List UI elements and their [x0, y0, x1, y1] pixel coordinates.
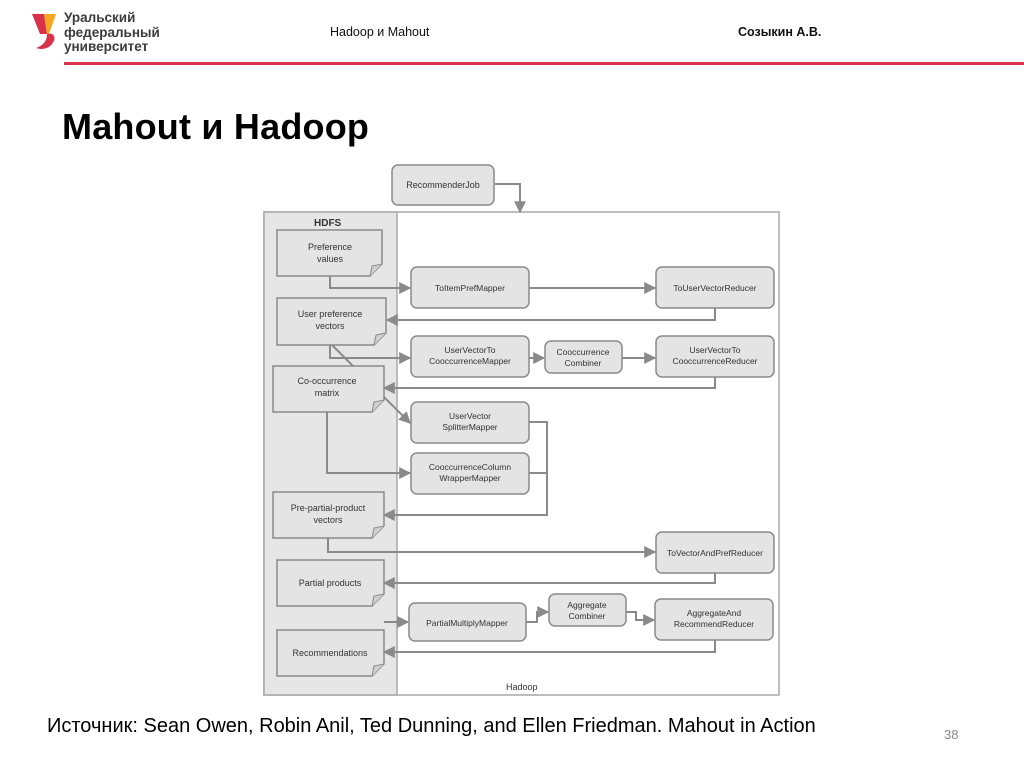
preference-values-line-2: values	[316, 254, 344, 264]
recommender-job-label: RecommenderJob	[406, 180, 480, 190]
aggregate-combiner-box	[549, 594, 626, 626]
to-item-pref-mapper-box	[411, 267, 529, 308]
user-vector-to-cooccurrence-reducer-line-2: CooccurrenceReducer	[672, 356, 758, 366]
user-vector-splitter-mapper-line-1: UserVector	[448, 411, 492, 421]
header-author: Созыкин А.В.	[738, 25, 822, 39]
user-vector-to-cooccurrence-mapper-line-1: UserVectorTo	[444, 345, 496, 355]
aggregate-combiner-line-1: Aggregate	[567, 600, 607, 610]
preference-values-line-1: Preference	[307, 242, 353, 252]
partial-products-label: Partial products	[298, 578, 362, 588]
to-vector-and-pref-reducer-label: ToVectorAndPrefReducer	[667, 548, 763, 558]
pre-partial-product-vectors-line-1: Pre-partial-product	[290, 503, 366, 513]
logo-mark-icon	[30, 10, 62, 54]
hdfs-pre-partial-product-vectors	[273, 492, 384, 538]
header-divider	[64, 62, 1024, 65]
partial-multiply-mapper-box	[409, 603, 526, 641]
hdfs-preference-values	[277, 230, 382, 276]
hdfs-partial-products	[277, 560, 384, 606]
cooccurrence-combiner-line-1: Cooccurrence	[556, 347, 610, 357]
user-vector-to-cooccurrence-mapper-line-2: CooccurrenceMapper	[429, 356, 511, 366]
user-vector-to-cooccurrence-reducer-line-1: UserVectorTo	[689, 345, 741, 355]
user-vector-to-cooccurrence-reducer-box	[656, 336, 774, 377]
hdfs-user-preference-vectors	[277, 298, 386, 345]
university-logo	[30, 10, 170, 56]
cooccurrence-matrix-line-1: Co-occurrence	[297, 376, 357, 386]
source-citation: Источник: Sean Owen, Robin Anil, Ted Dunning, and Ellen Friedman. Mahout in Action	[47, 715, 816, 737]
page-number: 38	[944, 727, 959, 742]
user-vector-splitter-mapper-box	[411, 402, 529, 443]
hdfs-label: HDFS	[314, 218, 342, 229]
hdfs-cooccurrence-matrix	[273, 366, 384, 412]
partial-multiply-mapper-label: PartialMultiplyMapper	[426, 618, 508, 628]
cooccurrence-matrix-line-2: matrix	[314, 388, 340, 398]
pre-partial-product-vectors-line-2: vectors	[313, 515, 343, 525]
user-vector-splitter-mapper-line-2: SplitterMapper	[442, 422, 498, 432]
logo-line-1: Уральский	[64, 10, 136, 25]
aggregate-and-recommend-reducer-box	[655, 599, 773, 640]
to-vector-and-pref-reducer-box	[656, 532, 774, 573]
slide-title: Mahout и Hadoop	[62, 106, 370, 147]
logo-text	[64, 11, 160, 55]
mahout-hadoop-diagram	[250, 160, 790, 700]
aggregate-and-recommend-reducer-line-1: AggregateAnd	[686, 608, 742, 618]
hadoop-label: Hadoop	[506, 682, 538, 692]
cooccurrence-combiner-box	[545, 341, 622, 373]
aggregate-combiner-line-2: Combiner	[568, 611, 606, 621]
to-item-pref-mapper-label: ToItemPrefMapper	[435, 283, 505, 293]
recommender-job-box	[392, 165, 494, 205]
to-user-vector-reducer-label: ToUserVectorReducer	[673, 283, 757, 293]
cooccurrence-combiner-line-2: Combiner	[564, 358, 602, 368]
logo-line-3: университет	[64, 39, 149, 54]
logo-line-2: федеральный	[64, 24, 160, 40]
recommendations-label: Recommendations	[292, 648, 368, 658]
to-user-vector-reducer-box	[656, 267, 774, 308]
cooccurrence-column-wrapper-mapper-line-2: WrapperMapper	[439, 473, 501, 483]
aggregate-and-recommend-reducer-line-2: RecommendReducer	[673, 619, 755, 629]
user-preference-vectors-line-2: vectors	[315, 321, 345, 331]
cooccurrence-column-wrapper-mapper-box	[411, 453, 529, 494]
user-preference-vectors-line-1: User preference	[297, 309, 363, 319]
arrow-job-to-hadoop	[495, 184, 520, 212]
user-vector-to-cooccurrence-mapper-box	[411, 336, 529, 377]
hdfs-recommendations	[277, 630, 384, 676]
cooccurrence-column-wrapper-mapper-line-1: CooccurrenceColumn	[428, 462, 512, 472]
header-topic: Hadoop и Mahout	[330, 25, 430, 39]
